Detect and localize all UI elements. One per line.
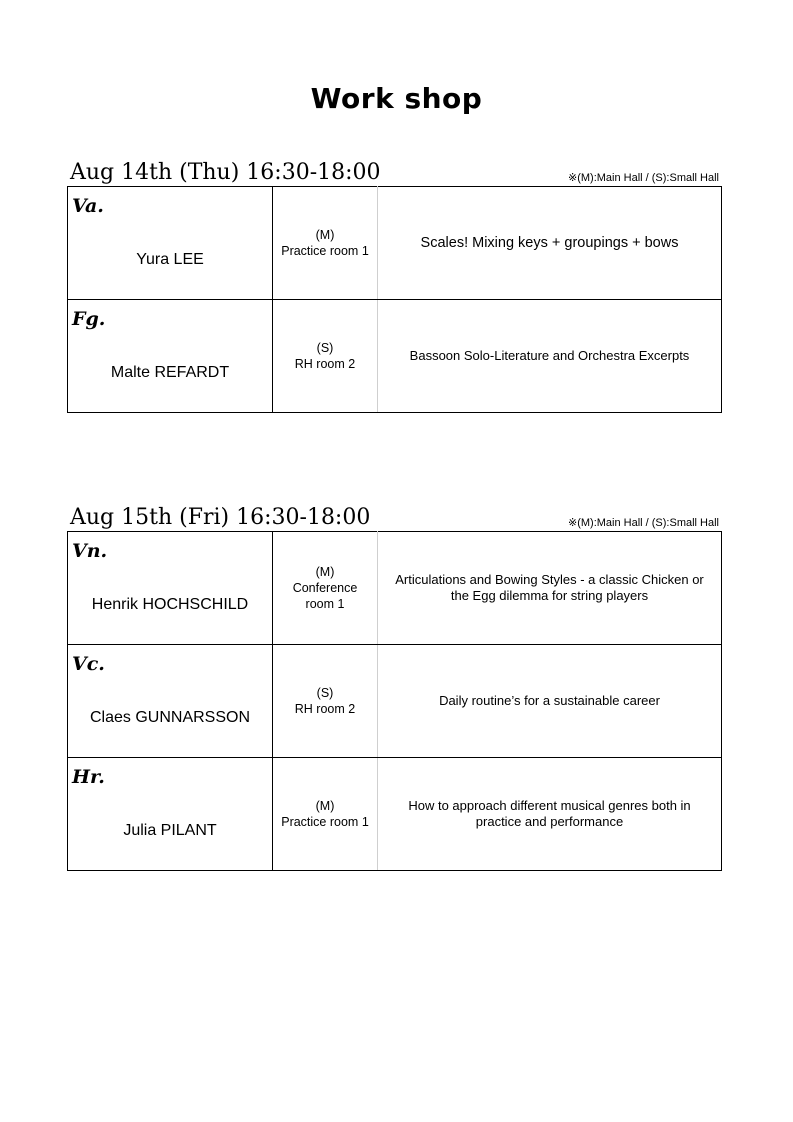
instructor-cell (68, 645, 273, 758)
table-row (68, 532, 722, 645)
workshop-topic: How to approach different musical genres both in practice and performance (408, 798, 691, 829)
workshop-table (67, 531, 722, 871)
venue-code: (M) (315, 799, 335, 813)
venue-room: Conference room 1 (292, 581, 358, 611)
workshop-table (67, 186, 722, 413)
topic-cell (378, 532, 722, 645)
instructor-cell (68, 758, 273, 871)
topic-cell (378, 758, 722, 871)
venue-cell (273, 187, 378, 300)
instructor-cell (68, 532, 273, 645)
instructor-name: Claes GUNNARSSON (89, 709, 251, 726)
table-row (68, 300, 722, 413)
instructor-cell (68, 187, 273, 300)
session-header (67, 505, 721, 531)
workshop-topic: Daily routine’s for a sustainable career (439, 693, 660, 708)
session-date: Aug 15th (Fri) 16:30-18:00 (70, 505, 371, 530)
table-row (68, 645, 722, 758)
workshop-topic: Bassoon Solo-Literature and Orchestra Excerpts (409, 348, 690, 363)
session-aug-14 (67, 160, 721, 413)
venue-code: (M) (315, 565, 335, 579)
session-aug-15 (67, 505, 721, 871)
venue-cell (273, 645, 378, 758)
venue-room: RH room 2 (294, 357, 356, 371)
instructor-name: Yura LEE (136, 251, 204, 268)
venue-cell (273, 532, 378, 645)
instructor-name: Julia PILANT (123, 822, 217, 839)
venue-code: (S) (316, 341, 334, 355)
session-date: Aug 14th (Thu) 16:30-18:00 (70, 160, 381, 185)
workshop-topic: Articulations and Bowing Styles - a classic Chicken or the Egg dilemma for string players (395, 572, 704, 603)
venue-legend: ※(M):Main Hall / (S):Small Hall (567, 172, 719, 184)
instrument-label: Fg. (72, 308, 106, 330)
instrument-label: Vc. (72, 653, 105, 675)
workshop-topic: Scales! Mixing keys + groupings + bows (420, 235, 679, 251)
instructor-cell (68, 300, 273, 413)
venue-room: Practice room 1 (281, 815, 369, 829)
venue-legend: ※(M):Main Hall / (S):Small Hall (567, 517, 719, 529)
instrument-label: Va. (72, 195, 104, 217)
table-row (68, 758, 722, 871)
instrument-label: Vn. (72, 540, 108, 562)
instructor-name: Malte REFARDT (110, 364, 230, 381)
instrument-label: Hr. (72, 766, 105, 788)
venue-cell (273, 300, 378, 413)
topic-cell (378, 300, 722, 413)
venue-code: (M) (315, 228, 335, 242)
venue-code: (S) (316, 686, 334, 700)
topic-cell (378, 645, 722, 758)
page-title: Work shop (310, 82, 483, 115)
table-row (68, 187, 722, 300)
venue-room: Practice room 1 (281, 244, 369, 258)
session-header (67, 160, 721, 186)
venue-cell (273, 758, 378, 871)
topic-cell (378, 187, 722, 300)
venue-room: RH room 2 (294, 702, 356, 716)
instructor-name: Henrik HOCHSCHILD (91, 596, 249, 613)
